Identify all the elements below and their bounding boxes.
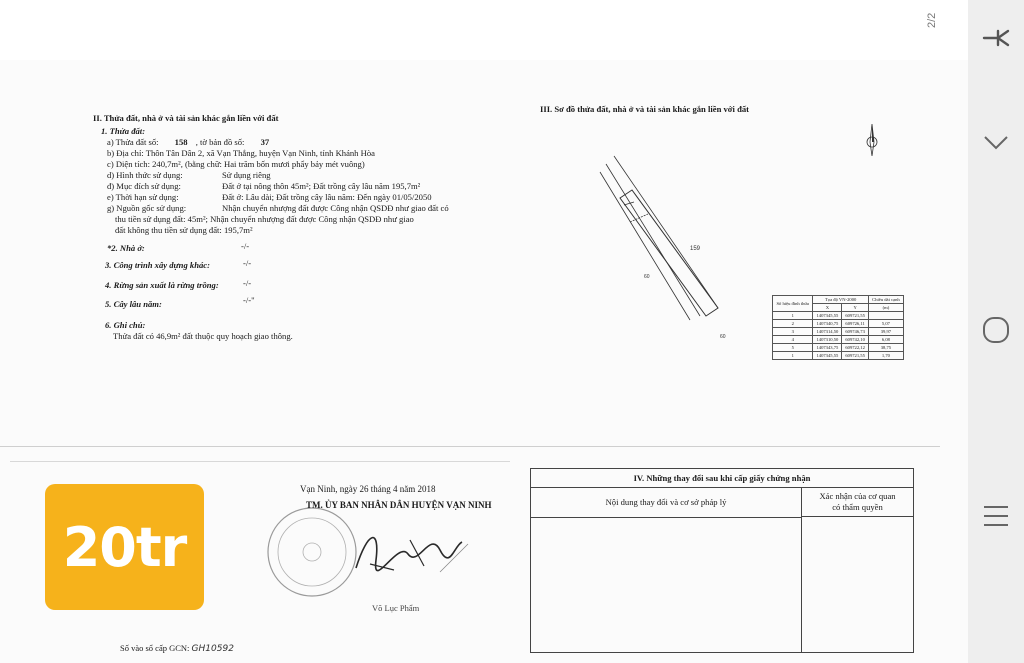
circle-home-icon[interactable] bbox=[968, 300, 1024, 360]
signer-name: Võ Lục Phẩm bbox=[372, 603, 420, 613]
length-cell: 5,07 bbox=[868, 320, 903, 328]
coords-header-system: Tọa độ VN-2000 bbox=[813, 296, 868, 304]
page-fold-line bbox=[0, 446, 940, 447]
coords-subheader-y: Y bbox=[842, 304, 868, 312]
section-4-table bbox=[530, 468, 914, 653]
vertex-cell: 1 bbox=[773, 352, 813, 360]
table-row bbox=[773, 320, 904, 328]
table-row bbox=[773, 352, 904, 360]
item2-value: -/- bbox=[241, 241, 250, 251]
bottom-length-label: 60 bbox=[720, 334, 726, 340]
coords-header-length: Chiều dài cạnh bbox=[868, 296, 903, 304]
y-cell: 609746,73 bbox=[842, 328, 868, 336]
chevron-down-icon[interactable] bbox=[968, 112, 1024, 172]
item6-value: Thửa đất có 46,9m² đất thuộc quy hoạch giao thông. bbox=[113, 331, 293, 341]
length-cell: 6,08 bbox=[868, 336, 903, 344]
item4-label: 4. Rừng sản xuất là rừng trồng: bbox=[105, 280, 219, 290]
purpose-label: đ) Mục đích sử dụng: bbox=[107, 181, 181, 191]
vertex-cell: 1 bbox=[773, 312, 813, 320]
confirmation-header-line1: Xác nhận của cơ quan bbox=[819, 491, 896, 501]
area-row: c) Diện tích: 240,7m², (bằng chữ: Hai trăm bốn mươi phẩy bảy mét vuông) bbox=[107, 159, 365, 169]
origin-value-3: đất không thu tiền sử dụng đất: 195,7m² bbox=[115, 225, 253, 235]
length-cell: 38,75 bbox=[868, 344, 903, 352]
x-cell: 1407310,50 bbox=[813, 336, 842, 344]
item6-label: 6. Ghi chú: bbox=[105, 320, 146, 330]
map-sheet-value: 37 bbox=[260, 137, 270, 147]
item5-label: 5. Cây lâu năm: bbox=[105, 299, 162, 309]
purpose-row bbox=[107, 181, 421, 192]
parcel-sketch bbox=[590, 150, 750, 340]
table-row bbox=[773, 336, 904, 344]
term-value: Đất ở: Lâu dài; Đất trồng cây lâu năm: Đến ngày 01/05/2050 bbox=[222, 192, 432, 202]
page-fold-line bbox=[10, 461, 510, 462]
coords-subheader-unit: (m) bbox=[868, 304, 903, 312]
item4-value: -/- bbox=[243, 278, 252, 288]
section-3-heading: III. Sơ đồ thửa đất, nhà ở và tài sản khác gắn liền với đất bbox=[540, 104, 750, 114]
origin-row bbox=[107, 203, 449, 214]
page-top-blank bbox=[0, 0, 968, 60]
length-cell bbox=[868, 312, 903, 320]
section-2-heading: II. Thửa đất, nhà ở và tài sản khác gắn liền với đất bbox=[93, 113, 279, 123]
menu-icon[interactable] bbox=[968, 486, 1024, 546]
handwritten-signature bbox=[350, 520, 470, 580]
term-row bbox=[107, 192, 432, 203]
length-cell: 39,97 bbox=[868, 328, 903, 336]
north-arrow-icon bbox=[860, 122, 884, 158]
y-cell: 609726,11 bbox=[842, 320, 868, 328]
coords-subheader-x: X bbox=[813, 304, 842, 312]
confirmation-header-line2: có thẩm quyền bbox=[832, 502, 883, 512]
x-cell: 1407345,55 bbox=[813, 312, 842, 320]
y-cell: 609722,12 bbox=[842, 344, 868, 352]
usage-form-value: Sử dụng riêng bbox=[222, 170, 271, 180]
road-edge-line bbox=[600, 172, 690, 320]
map-sheet-label: , tờ bản đồ số: bbox=[195, 137, 245, 147]
usage-form-label: d) Hình thức sử dụng: bbox=[107, 170, 183, 180]
road-edge-line bbox=[614, 156, 718, 308]
table-row bbox=[773, 344, 904, 352]
registry-value: GH10592 bbox=[191, 644, 234, 654]
changes-column-header: Nội dung thay đổi và cơ sở pháp lý bbox=[531, 487, 802, 518]
origin-value-2: thu tiền sử dụng đất: 45m²; Nhận chuyển nhượng đất được Công nhận QSDĐ như giao bbox=[115, 214, 414, 224]
x-cell: 1407343,75 bbox=[813, 344, 842, 352]
section-4-heading: IV. Những thay đổi sau khi cấp giấy chứng nhận bbox=[531, 469, 913, 488]
item5-value: -/-" bbox=[243, 295, 255, 305]
column-divider bbox=[801, 517, 802, 652]
origin-value-1: Nhận chuyển nhượng đất được Công nhận QSDĐ như giao đất có bbox=[222, 203, 449, 213]
plot-number-label: 159 bbox=[690, 246, 701, 252]
x-cell: 1407314,50 bbox=[813, 328, 842, 336]
registry-label: Số vào sổ cấp GCN: bbox=[120, 643, 190, 653]
road-edge-line bbox=[606, 164, 700, 316]
edge-tick bbox=[624, 202, 634, 205]
vertex-cell: 2 bbox=[773, 320, 813, 328]
purpose-value: Đất ở tại nông thôn 45m²; Đất trồng cây lâu năm 195,7m² bbox=[222, 181, 421, 191]
x-cell: 1407340,75 bbox=[813, 320, 842, 328]
page-indicator: 2/2 bbox=[926, 12, 938, 28]
parcel-outline bbox=[620, 190, 718, 316]
y-cell: 609721,55 bbox=[842, 352, 868, 360]
item3-label: 3. Công trình xây dựng khác: bbox=[105, 260, 210, 270]
x-cell: 1407345,55 bbox=[813, 352, 842, 360]
usage-form-row bbox=[107, 170, 271, 181]
address-row: b) Địa chỉ: Thôn Tân Dân 2, xã Vạn Thắng, huyện Vạn Ninh, tỉnh Khánh Hòa bbox=[107, 148, 375, 158]
registry-number bbox=[120, 643, 234, 654]
issuing-authority: TM. ỦY BAN NHÂN DÂN HUYỆN VẠN NINH bbox=[306, 500, 492, 510]
y-cell: 609742,10 bbox=[842, 336, 868, 344]
parcel-number-value: 158 bbox=[174, 137, 188, 147]
origin-label: g) Nguồn gốc sử dụng: bbox=[107, 203, 187, 213]
y-cell: 609721,55 bbox=[842, 312, 868, 320]
side-length-label: 60 bbox=[644, 274, 650, 280]
parcel-number-label: a) Thửa đất số: bbox=[107, 137, 159, 147]
table-row bbox=[773, 328, 904, 336]
confirmation-column-header bbox=[802, 487, 913, 517]
table-row bbox=[773, 312, 904, 320]
pin-icon[interactable] bbox=[968, 8, 1024, 68]
price-badge: 20tr bbox=[45, 484, 204, 610]
official-seal bbox=[262, 502, 362, 602]
item2-label: *2. Nhà ở: bbox=[107, 243, 145, 253]
vertex-cell: 5 bbox=[773, 344, 813, 352]
coords-header-vertex: Số hiệu đỉnh thửa bbox=[773, 296, 813, 312]
term-label: e) Thời hạn sử dụng: bbox=[107, 192, 179, 202]
coordinates-table bbox=[772, 295, 904, 360]
item3-value: -/- bbox=[243, 258, 252, 268]
length-cell: 1,70 bbox=[868, 352, 903, 360]
place-date: Vạn Ninh, ngày 26 tháng 4 năm 2018 bbox=[300, 484, 436, 494]
vertex-cell: 3 bbox=[773, 328, 813, 336]
side-nav-bar bbox=[968, 0, 1024, 663]
vertex-cell: 4 bbox=[773, 336, 813, 344]
item1-heading: 1. Thửa đất: bbox=[101, 126, 146, 136]
parcel-number-row bbox=[107, 137, 269, 148]
